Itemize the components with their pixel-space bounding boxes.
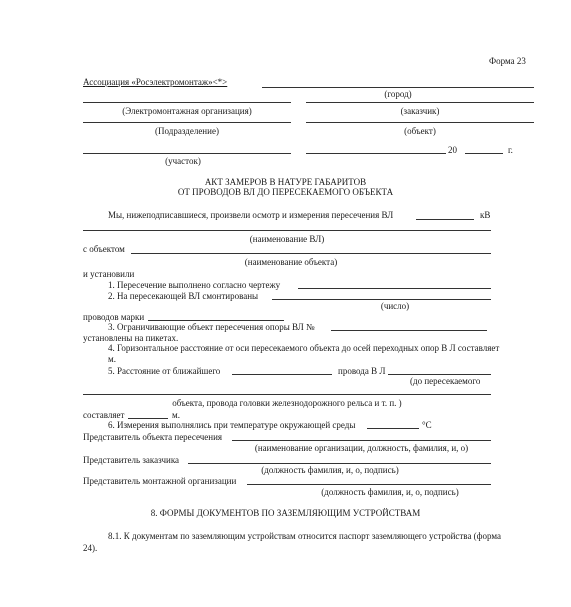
rep-customer-line[interactable] xyxy=(188,463,491,464)
amounts-label: составляет xyxy=(83,410,125,420)
association-name: Ассоциация «Росэлектромонтаж»<*> xyxy=(83,77,228,87)
object-name-caption: (наименование объекта) xyxy=(244,257,338,267)
intro-text: Мы, нижеподписавшиеся, произвели осмотр и измерения пересечения ВЛ xyxy=(108,210,394,220)
org-line[interactable] xyxy=(83,102,291,103)
rep-object-line[interactable] xyxy=(232,440,491,441)
vl-name-line[interactable] xyxy=(83,230,491,231)
item6-text: 6. Измерения выполнялись при температуре окружающей среды xyxy=(108,420,356,430)
amounts-unit: м. xyxy=(172,410,180,420)
wires-brand-line[interactable] xyxy=(148,320,284,321)
item2-line[interactable] xyxy=(272,299,491,300)
amounts-line[interactable] xyxy=(128,418,168,419)
object-line[interactable] xyxy=(306,122,534,123)
rep-object-caption: (наименование организации, должность, фамилия, и, о) xyxy=(254,443,469,453)
item5-object-caption: объекта, провода головки железнодорожного рельса и т. п. ) xyxy=(172,398,402,408)
item3-line[interactable] xyxy=(331,330,487,331)
with-object-label: с объектом xyxy=(83,244,125,254)
subdivision-caption: (Подразделение) xyxy=(155,126,219,136)
object-caption: (объект) xyxy=(404,126,436,136)
section8-heading: 8. ФОРМЫ ДОКУМЕНТОВ ПО ЗАЗЕМЛЯЮЩИМ УСТРОЙСТВАМ xyxy=(150,508,421,518)
customer-caption: (заказчик) xyxy=(400,106,440,116)
item5-text-a: 5. Расстояние от ближайшего xyxy=(108,366,221,376)
customer-line[interactable] xyxy=(306,102,534,103)
section8-para-line2: 24). xyxy=(83,543,98,553)
item4-unit: м. xyxy=(108,354,116,364)
item5-line-b[interactable] xyxy=(388,374,491,375)
item4-text: 4. Горизонтальное расстояние от оси пересекаемого объекта до осей переходных опор В Л составляет xyxy=(108,343,500,353)
pickets-text: установлены на пикетах. xyxy=(83,333,179,343)
city-caption: (город) xyxy=(384,89,412,99)
rep-customer-label: Представитель заказчика xyxy=(83,455,180,465)
date-line[interactable] xyxy=(306,153,446,154)
form-number: Форма 23 xyxy=(489,56,526,66)
section-caption: (участок) xyxy=(165,156,201,166)
temperature-unit: °С xyxy=(422,420,432,430)
wires-brand-label: проводов марки xyxy=(83,312,145,322)
rep-mount-line[interactable] xyxy=(247,484,491,485)
doc-title-line2: ОТ ПРОВОДОВ ВЛ ДО ПЕРЕСЕКАЕМОГО ОБЪЕКТА xyxy=(177,187,394,197)
city-line[interactable] xyxy=(262,87,534,88)
vl-name-caption: (наименование ВЛ) xyxy=(249,234,325,244)
subdivision-line[interactable] xyxy=(83,122,291,123)
year-line[interactable] xyxy=(465,153,503,154)
established-text: и установили xyxy=(83,269,135,279)
item1-line[interactable] xyxy=(298,288,491,289)
to-crossed-caption: (до пересекаемого xyxy=(410,376,481,386)
rep-object-label: Представитель объекта пересечения xyxy=(83,432,223,442)
temperature-line[interactable] xyxy=(367,428,419,429)
rep-mount-caption: (должность фамилия, и, о, подпись) xyxy=(321,487,459,497)
vl-number-line[interactable] xyxy=(416,219,474,220)
item5-object-line[interactable] xyxy=(83,394,491,395)
number-caption: (число) xyxy=(380,301,410,311)
year-suffix: г. xyxy=(508,145,513,155)
rep-customer-caption: (должность фамилия, и, о, подпись) xyxy=(261,465,399,475)
item5-text-b: провода В Л xyxy=(338,366,386,376)
item5-line-a[interactable] xyxy=(232,374,332,375)
rep-mount-label: Представитель монтажной организации xyxy=(83,476,237,486)
doc-title-line1: АКТ ЗАМЕРОВ В НАТУРЕ ГАБАРИТОВ xyxy=(204,177,367,187)
object-name-line[interactable] xyxy=(131,253,491,254)
item1-text: 1. Пересечение выполнено согласно чертежу xyxy=(108,280,281,290)
item2-text: 2. На пересекающей ВЛ смонтированы xyxy=(108,291,259,301)
section8-para-line1: 8.1. К документам по заземляющим устройствам относится паспорт заземляющего устройства (форма xyxy=(108,531,502,541)
section-line[interactable] xyxy=(83,153,291,154)
year-prefix: 20 xyxy=(448,145,457,155)
org-caption: (Электромонтажная организация) xyxy=(122,106,252,116)
kv-label: кВ xyxy=(480,210,491,220)
item3-text: 3. Ограничивающие объект пересечения опоры ВЛ № xyxy=(108,322,315,332)
